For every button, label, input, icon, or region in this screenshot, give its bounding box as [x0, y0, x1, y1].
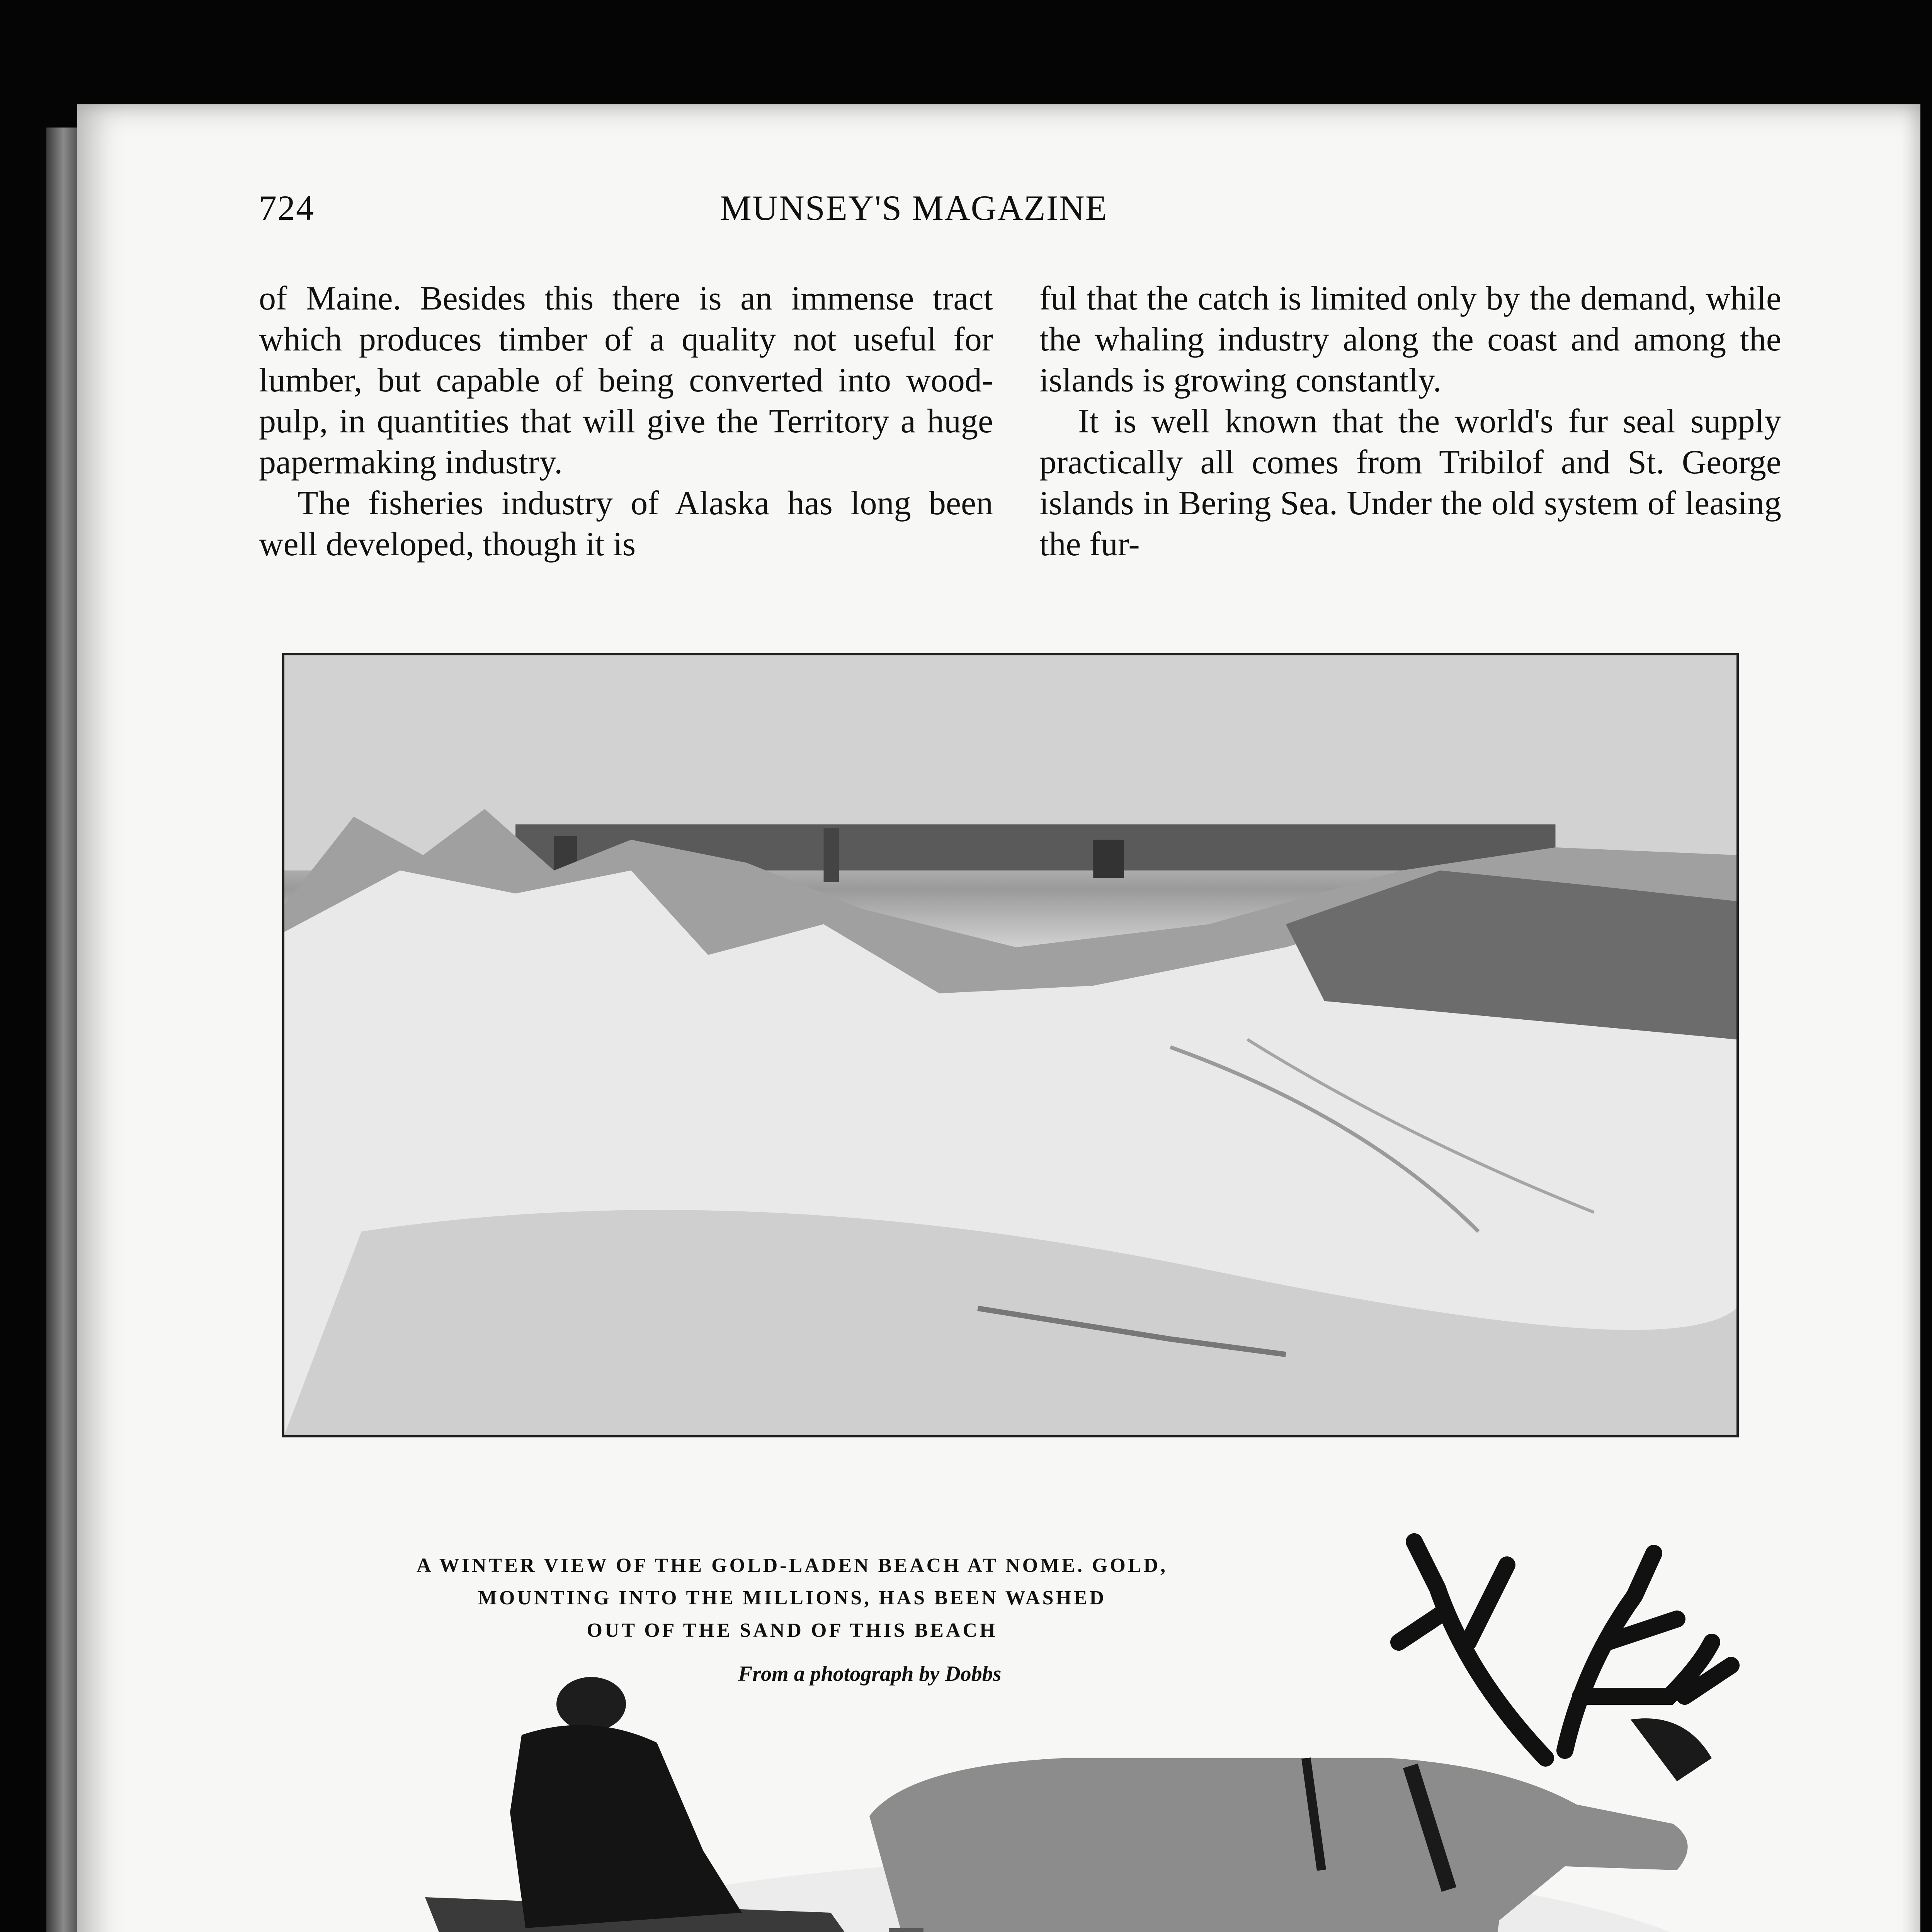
paragraph: of Maine. Besides this there is an immense tract which produces timber of a quality not useful for lumber, but capable of being converted into wood-pulp, in quantities that will give the Territory a huge papermaking industry.	[259, 280, 993, 481]
beach-photo	[282, 653, 1739, 1437]
paragraph: ful that the catch is limited only by the demand, while the whaling industry along the coast and among the islands is growing constantly.	[1039, 280, 1781, 399]
paragraph: The fisheries industry of Alaska has long been well developed, though it is	[259, 485, 993, 563]
caption-line: MOUNTING INTO THE MILLIONS, HAS BEEN WASHED	[478, 1587, 1107, 1609]
running-title: MUNSEY'S MAGAZINE	[720, 188, 1108, 228]
caption-line: OUT OF THE SAND OF THIS BEACH	[587, 1619, 998, 1641]
beach-photo-credit: From a photograph by Dobbs	[738, 1662, 1002, 1686]
text-column-top-right	[1039, 278, 1781, 565]
text-column-top-left	[259, 278, 993, 565]
magazine-page	[77, 104, 1920, 1932]
paragraph: It is well known that the world's fur seal supply practically all comes from Tribilof and St. George islands in Bering Sea. Under the old system of leasing the fur-	[1039, 403, 1781, 563]
page-header	[259, 187, 1785, 242]
caption-line: A WINTER VIEW OF THE GOLD-LADEN BEACH AT NOME. GOLD,	[416, 1554, 1168, 1577]
reindeer-photo	[425, 1426, 1777, 1932]
page-number: 724	[259, 188, 315, 228]
